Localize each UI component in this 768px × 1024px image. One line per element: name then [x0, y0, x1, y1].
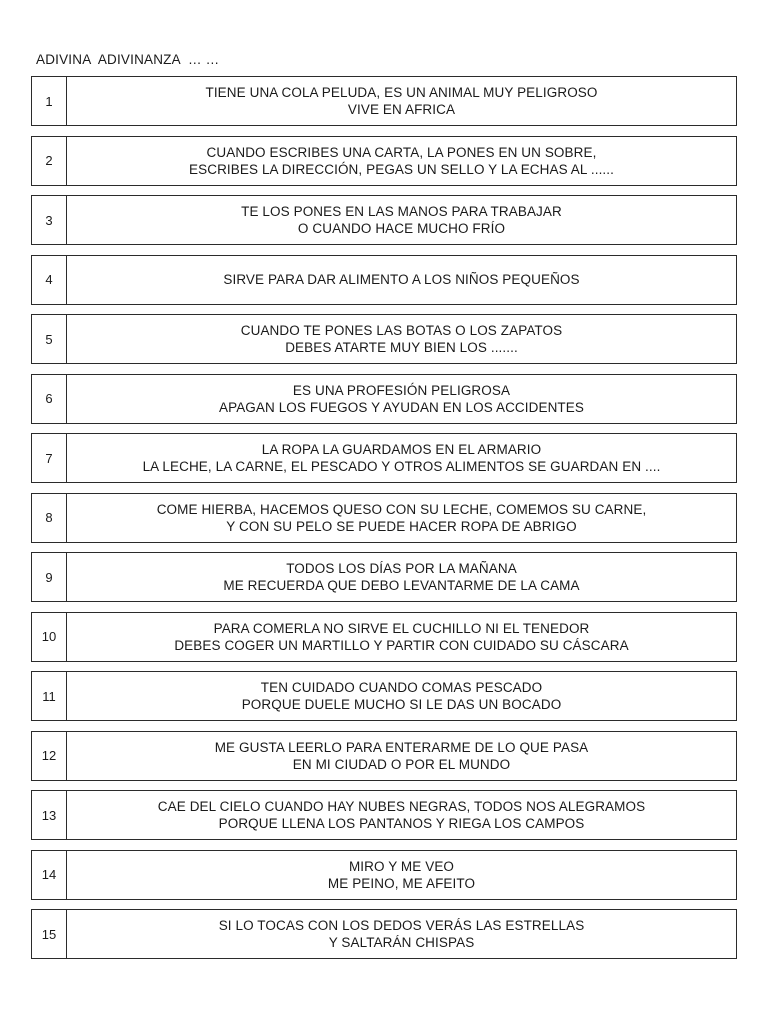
riddle-text [67, 77, 736, 125]
riddle-number: 12 [32, 732, 67, 780]
riddle-text [67, 791, 736, 839]
riddle-row [31, 255, 737, 305]
riddle-line: ME PEINO, ME AFEITO [327, 875, 476, 891]
riddle-number: 11 [32, 672, 67, 720]
riddle-row [31, 136, 737, 186]
riddle-line: ME GUSTA LEERLO PARA ENTERARME DE LO QUE PASA [214, 739, 589, 755]
riddle-line: Y CON SU PELO SE PUEDE HACER ROPA DE ABRIGO [226, 518, 577, 534]
riddle-line: PORQUE LLENA LOS PANTANOS Y RIEGA LOS CAMPOS [218, 816, 585, 831]
riddle-number: 15 [32, 910, 67, 958]
riddle-text [67, 256, 736, 304]
riddle-line: DEBES COGER UN MARTILLO Y PARTIR CON CUIDADO SU CÁSCARA [174, 637, 629, 653]
riddle-line: LA LECHE, LA CARNE, EL PESCADO Y OTROS ALIMENTOS SE GUARDAN EN .... [142, 459, 661, 474]
riddle-line: Y SALTARÁN CHISPAS [328, 935, 475, 950]
riddle-number: 7 [32, 434, 67, 482]
riddle-number: 1 [32, 77, 67, 125]
riddle-text [67, 494, 736, 542]
riddle-row [31, 612, 737, 662]
riddle-row [31, 314, 737, 364]
riddle-line: TE LOS PONES EN LAS MANOS PARA TRABAJAR [241, 204, 562, 219]
riddle-line: APAGAN LOS FUEGOS Y AYUDAN EN LOS ACCIDENTES [218, 399, 584, 415]
riddle-text [67, 851, 736, 899]
riddle-number: 4 [32, 256, 67, 304]
riddle-line: DEBES ATARTE MUY BIEN LOS ....... [285, 340, 518, 355]
riddle-line: TIENE UNA COLA PELUDA, ES UN ANIMAL MUY PELIGROSO [205, 85, 598, 100]
riddle-row [31, 195, 737, 245]
riddle-text [67, 553, 736, 601]
riddle-row [31, 552, 737, 602]
riddle-list [31, 76, 737, 969]
riddle-text [67, 732, 736, 780]
riddle-line: ME RECUERDA QUE DEBO LEVANTARME DE LA CAMA [223, 578, 580, 593]
riddle-line: CAE DEL CIELO CUANDO HAY NUBES NEGRAS, TODOS NOS ALEGRAMOS [157, 799, 646, 814]
riddle-row [31, 790, 737, 840]
riddle-row [31, 76, 737, 126]
riddle-row [31, 374, 737, 424]
riddle-row [31, 909, 737, 959]
riddle-line: ESCRIBES LA DIRECCIÓN, PEGAS UN SELLO Y LA ECHAS AL ...... [189, 161, 614, 177]
riddle-row [31, 671, 737, 721]
riddle-number: 5 [32, 315, 67, 363]
riddle-number: 6 [32, 375, 67, 423]
riddle-line: TODOS LOS DÍAS POR LA MAÑANA [286, 561, 517, 576]
riddle-line: SIRVE PARA DAR ALIMENTO A LOS NIÑOS PEQUEÑOS [223, 272, 580, 287]
riddle-row [31, 850, 737, 900]
riddle-line: TEN CUIDADO CUANDO COMAS PESCADO [260, 680, 543, 695]
riddle-number: 13 [32, 791, 67, 839]
riddle-text [67, 910, 736, 958]
riddle-number: 14 [32, 851, 67, 899]
riddle-line: COME HIERBA, HACEMOS QUESO CON SU LECHE, COMEMOS SU CARNE, [156, 501, 647, 517]
riddle-line: CUANDO TE PONES LAS BOTAS O LOS ZAPATOS [240, 323, 563, 338]
riddle-text [67, 196, 736, 244]
riddle-line: CUANDO ESCRIBES UNA CARTA, LA PONES EN UN SOBRE, [206, 144, 597, 160]
riddle-number: 10 [32, 613, 67, 661]
riddle-text [67, 672, 736, 720]
riddle-line: MIRO Y ME VEO [348, 858, 455, 874]
page-title: ADIVINA ADIVINANZA … … [36, 52, 220, 67]
riddle-row [31, 731, 737, 781]
riddle-text [67, 434, 736, 482]
riddle-line: ES UNA PROFESIÓN PELIGROSA [292, 382, 511, 398]
riddle-line: EN MI CIUDAD O POR EL MUNDO [292, 756, 511, 772]
riddle-line: PORQUE DUELE MUCHO SI LE DAS UN BOCADO [241, 697, 562, 712]
riddle-line: LA ROPA LA GUARDAMOS EN EL ARMARIO [261, 442, 542, 457]
riddle-row [31, 433, 737, 483]
riddle-text [67, 315, 736, 363]
riddle-text [67, 613, 736, 661]
riddle-number: 9 [32, 553, 67, 601]
riddle-line: O CUANDO HACE MUCHO FRÍO [297, 221, 506, 236]
riddle-text [67, 375, 736, 423]
riddle-text [67, 137, 736, 185]
riddle-line: SI LO TOCAS CON LOS DEDOS VERÁS LAS ESTRELLAS [218, 918, 585, 933]
riddle-row [31, 493, 737, 543]
riddle-number: 3 [32, 196, 67, 244]
riddle-number: 2 [32, 137, 67, 185]
riddle-number: 8 [32, 494, 67, 542]
riddle-line: PARA COMERLA NO SIRVE EL CUCHILLO NI EL TENEDOR [213, 620, 590, 636]
riddle-line: VIVE EN AFRICA [347, 102, 456, 117]
